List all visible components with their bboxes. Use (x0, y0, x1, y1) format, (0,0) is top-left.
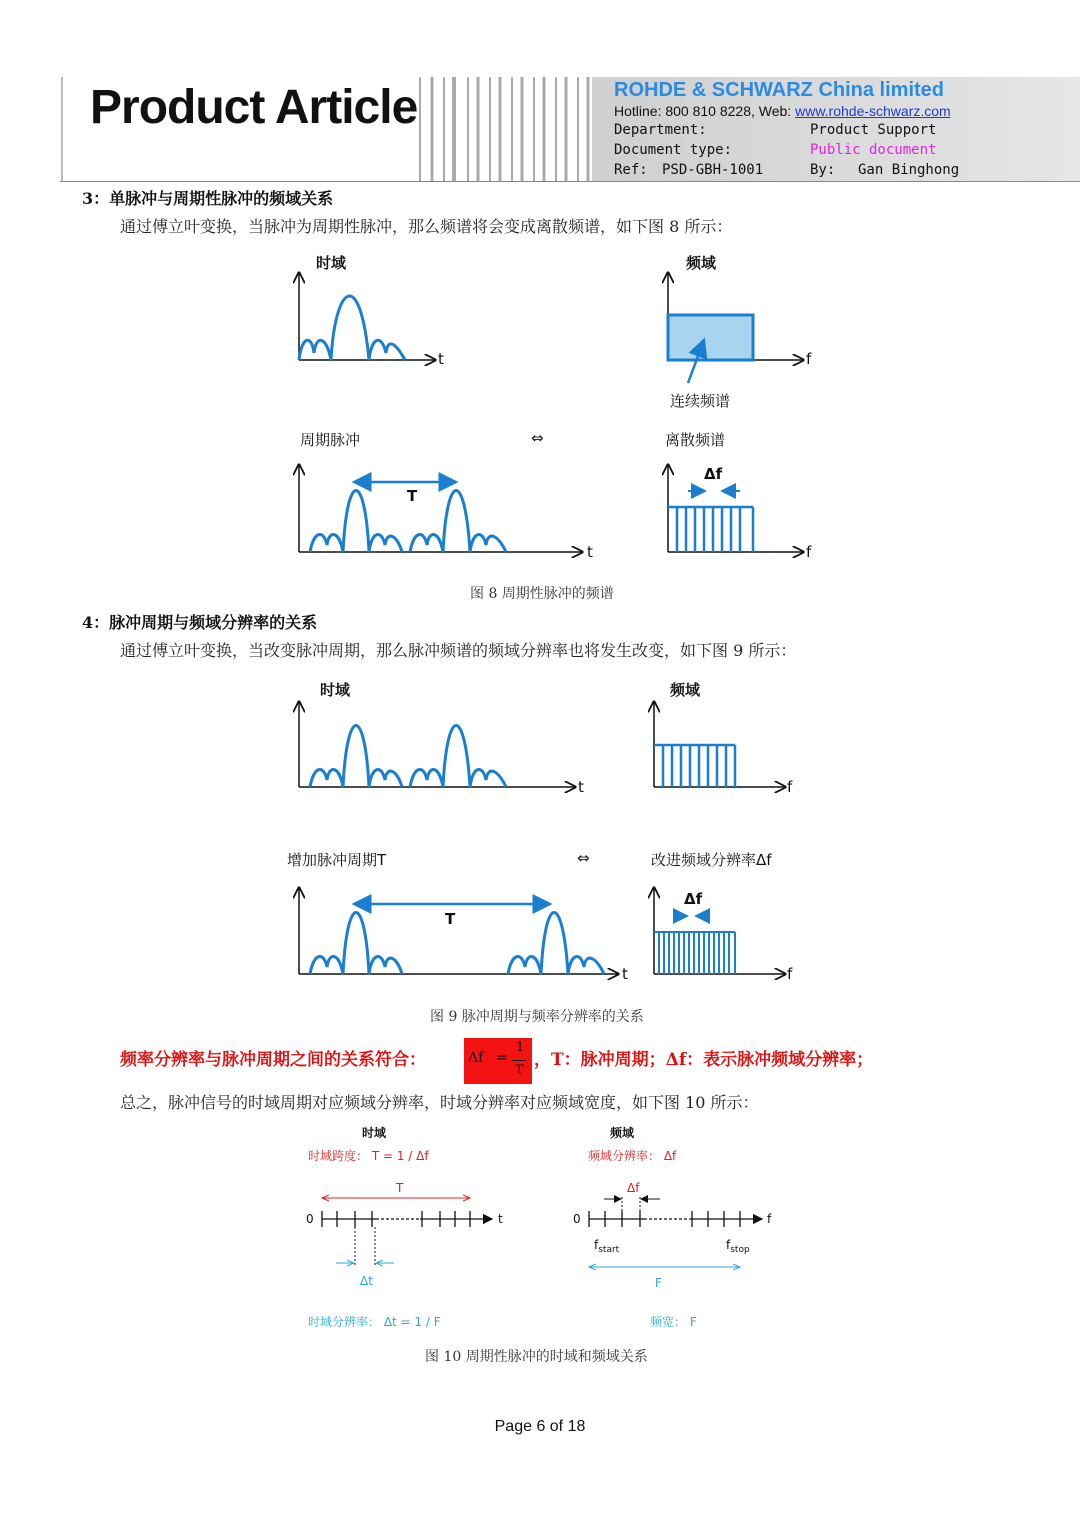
formula-denominator: T (515, 1063, 524, 1078)
fig10-time-axis (322, 1211, 492, 1227)
fig10-df-label: Δf (627, 1181, 640, 1195)
fig9-increase-label: 增加脉冲周期T (287, 851, 387, 869)
fig10-T-label: T (396, 1181, 404, 1195)
fig10-zero-time: 0 (306, 1212, 314, 1226)
fig9-t-label-bottom: t (622, 965, 628, 983)
doctype-value: Public document (810, 142, 937, 158)
figure10 (300, 1175, 790, 1280)
fig8-df-label: Δf (704, 465, 723, 483)
formula-bar (512, 1060, 526, 1061)
fig8-continuous-spectrum (668, 315, 753, 360)
fig8-T-label: T (407, 487, 418, 505)
fig9-discrete-top (654, 745, 735, 787)
hotline-line (614, 103, 951, 119)
fstart-sub: start (598, 1245, 620, 1255)
fig10-zero-freq: 0 (573, 1212, 581, 1226)
section4-text: 通过傅立叶变换，当改变脉冲周期，那么脉冲频谱的频域分辨率也将发生改变，如下图 9 所示： (120, 641, 797, 660)
fig10-freq-res: 频域分辨率： Δf (588, 1149, 677, 1163)
fig10-fstop-label (726, 1238, 750, 1255)
department-label: Department: (614, 122, 707, 138)
department-value: Product Support (810, 122, 937, 138)
fig10-t-label: t (498, 1212, 503, 1226)
section3-heading: 3：单脉冲与周期性脉冲的频域关系 (82, 189, 334, 208)
hotline-text: Hotline: 800 810 8228, Web: (614, 103, 796, 119)
fig8-f-label-bottom: f (806, 543, 812, 561)
fig10-freq-axis (589, 1211, 762, 1227)
page-number: Page 6 of 18 (494, 1418, 586, 1435)
figure9 (280, 690, 820, 990)
formula-eq: = (496, 1050, 508, 1066)
fig10-F-label: F (655, 1276, 662, 1290)
ref-value: PSD-GBH-1001 (662, 162, 764, 178)
formula-numerator: 1 (516, 1040, 525, 1055)
fig10-dt-label: Δt (360, 1274, 373, 1288)
fig9-long-pulses (310, 913, 604, 975)
fig9-equiv-icon: ⇔ (577, 849, 590, 867)
fig8-freq-title: 频域 (686, 254, 717, 272)
fig10-time-span: 时域跨度： T = 1 / Δf (308, 1149, 429, 1163)
fig8-caption: 图 8 周期性脉冲的频谱 (470, 586, 614, 602)
fstart-f: f (594, 1238, 599, 1252)
fig8-time-title: 时域 (316, 254, 347, 272)
by-label: By: (810, 162, 836, 178)
fig9-freq-title: 频域 (670, 681, 701, 699)
by-value: Gan Binghong (858, 162, 960, 178)
fig10-f-label: f (767, 1212, 772, 1226)
fig8-single-pulse (299, 296, 405, 360)
header-divider (60, 181, 1080, 182)
fig8-periodic-label: 周期脉冲 (300, 431, 361, 449)
figure8 (280, 245, 840, 580)
fig8-t-label-bottom: t (587, 543, 593, 561)
fig10-caption: 图 10 周期性脉冲的时域和频域关系 (425, 1349, 648, 1365)
fig8-equiv-icon: ⇔ (531, 429, 544, 447)
ref-label: Ref: (614, 162, 648, 178)
section4-heading: 4：脉冲周期与频域分辨率的关系 (82, 613, 318, 632)
fig8-t-label-top: t (438, 350, 444, 368)
website-link[interactable]: www.rohde-schwarz.com (795, 103, 951, 119)
relation-suffix: ，T：脉冲周期；Δf：表示脉冲频域分辨率； (534, 1050, 874, 1070)
fig8-discrete-lines (668, 507, 753, 552)
fig9-f-label-top: f (787, 778, 793, 796)
fig9-discrete-dense (654, 932, 735, 974)
fig9-improve-label: 改进频域分辨率Δf (651, 851, 772, 869)
fig9-df-label: Δf (684, 890, 703, 908)
formula-lhs: Δf (468, 1050, 484, 1066)
fig9-pulses (310, 726, 506, 788)
fig8-f-label-top: f (806, 350, 812, 368)
fig10-span: 频宽： F (650, 1315, 697, 1329)
company-name: ROHDE & SCHWARZ China limited (614, 79, 945, 101)
fstop-f: f (726, 1238, 731, 1252)
relation-formula (464, 1038, 532, 1084)
fig8-discrete-label: 离散频谱 (665, 431, 726, 449)
fig10-dt-marker (355, 1227, 375, 1267)
section3-text: 通过傅立叶变换，当脉冲为周期性脉冲，那么频谱将会变成离散频谱，如下图 8 所示： (120, 217, 733, 236)
fig10-time-res: 时域分辨率： Δt = 1 / F (308, 1315, 441, 1329)
fig10-freq-title: 频域 (610, 1126, 635, 1140)
doctype-label: Document type: (614, 142, 733, 158)
summary-text: 总之，脉冲信号的时域周期对应频域分辨率，时域分辨率对应频域宽度，如下图 10 所示： (120, 1093, 759, 1112)
fig9-caption: 图 9 脉冲周期与频率分辨率的关系 (430, 1009, 644, 1025)
fig9-T-label: T (445, 910, 456, 928)
fig9-f-label-bottom: f (787, 965, 793, 983)
fig10-fstart-label (594, 1238, 619, 1255)
fig9-t-label-top: t (578, 778, 584, 796)
relation-prefix: 频率分辨率与脉冲周期之间的关系符合： (120, 1050, 426, 1070)
fig8-continuous-label: 连续频谱 (670, 392, 731, 410)
fig10-time-title: 时域 (362, 1126, 387, 1140)
fstop-sub: stop (730, 1245, 750, 1255)
header-title: Product Article (90, 81, 418, 134)
fig9-time-title: 时域 (320, 681, 351, 699)
fig10-df-marker (622, 1197, 640, 1219)
